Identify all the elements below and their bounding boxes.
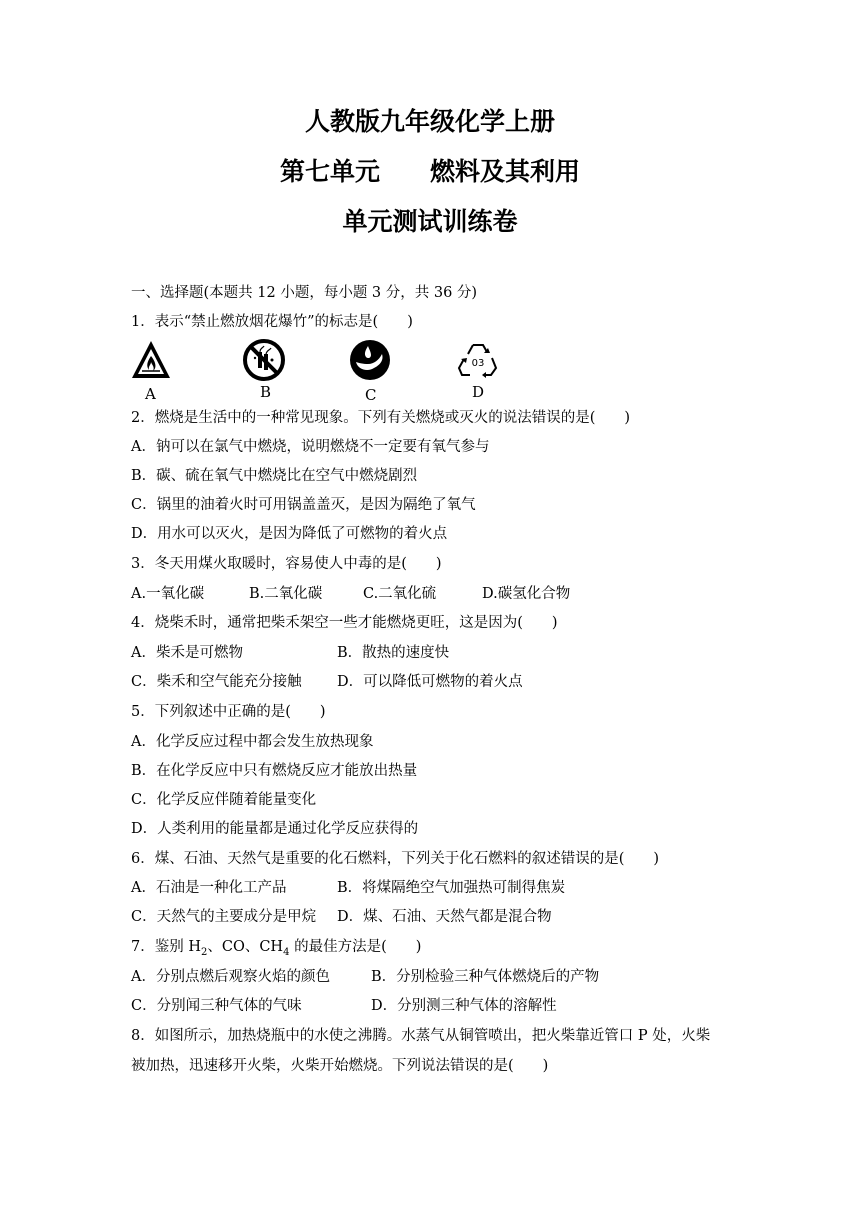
question-6-option-a: A．石油是一种化工产品 xyxy=(131,880,287,896)
question-5-option-b: B．在化学反应中只有燃烧反应才能放出热量 xyxy=(131,763,418,779)
question-8-line-1: 8．如图所示，加热烧瓶中的水使之沸腾。水蒸气从铜管喷出，把火柴靠近管口 P 处，火柴 xyxy=(131,1028,711,1044)
flammable-warning-icon xyxy=(129,338,173,382)
symbol-b xyxy=(242,338,286,386)
question-7-sub-1: 2 xyxy=(200,946,208,958)
doc-title-2: 第七单元 燃料及其利用 xyxy=(279,157,580,186)
question-2-stem: 2．燃烧是生活中的一种常见现象。下列有关燃烧或灭火的说法错误的是( ) xyxy=(131,410,631,426)
question-7-stem-mid: 、CO、CH xyxy=(207,939,284,955)
question-7-row-2 xyxy=(131,996,731,1016)
question-7-option-c: C．分别闻三种气体的气味 xyxy=(131,998,302,1014)
question-3-options xyxy=(131,584,731,604)
symbol-a xyxy=(129,338,173,386)
doc-title-1: 人教版九年级化学上册 xyxy=(304,107,555,136)
question-3-option-b: B.二氧化碳 xyxy=(249,586,323,602)
question-8-line-2: 被加热，迅速移开火柴，火柴开始燃烧。下列说法错误的是( ) xyxy=(131,1058,549,1074)
question-7-stem-pre: 7．鉴别 H xyxy=(131,939,201,955)
question-7-option-d: D．分别测三种气体的溶解性 xyxy=(371,998,557,1014)
section-heading: 一、选择题(本题共 12 小题，每小题 3 分，共 36 分) xyxy=(131,285,478,301)
water-saving-icon xyxy=(348,338,392,382)
question-6-row-2 xyxy=(131,907,731,927)
question-4-option-c: C．柴禾和空气能充分接触 xyxy=(131,674,302,690)
question-3-stem: 3．冬天用煤火取暖时，容易使人中毒的是( ) xyxy=(131,556,442,572)
question-7-stem-post: 的最佳方法是( ) xyxy=(289,939,422,955)
question-2-option-b: B．碳、硫在氧气中燃烧比在空气中燃烧剧烈 xyxy=(131,468,418,484)
symbol-c xyxy=(348,338,392,386)
question-6-option-c: C．天然气的主要成分是甲烷 xyxy=(131,909,317,925)
question-3-option-a: A.一氧化碳 xyxy=(131,586,205,602)
doc-title-3: 单元测试训练卷 xyxy=(342,207,518,236)
question-4-option-a: A．柴禾是可燃物 xyxy=(131,645,243,661)
question-1-stem: 1．表示“禁止燃放烟花爆竹”的标志是( ) xyxy=(131,314,413,330)
recycling-03-icon xyxy=(456,338,500,382)
question-7-option-a: A．分别点燃后观察火焰的颜色 xyxy=(131,969,330,985)
question-2-option-c: C．锅里的油着火时可用锅盖盖灭，是因为隔绝了氧气 xyxy=(131,497,476,513)
symbol-c-label: C xyxy=(365,386,377,404)
symbol-d-label: D xyxy=(472,383,485,401)
question-5-option-a: A．化学反应过程中都会发生放热现象 xyxy=(131,734,374,750)
question-5-option-c: C．化学反应伴随着能量变化 xyxy=(131,792,317,808)
question-6-option-d: D．煤、石油、天然气都是混合物 xyxy=(337,909,552,925)
question-4-row-1 xyxy=(131,643,731,663)
question-5-stem: 5．下列叙述中正确的是( ) xyxy=(131,704,326,720)
question-7-option-b: B．分别检验三种气体燃烧后的产物 xyxy=(371,969,600,985)
no-firecrackers-icon xyxy=(242,338,286,382)
question-7-stem xyxy=(131,937,421,963)
question-3-option-d: D.碳氢化合物 xyxy=(482,586,571,602)
question-4-option-d: D．可以降低可燃物的着火点 xyxy=(337,674,523,690)
symbol-b-label: B xyxy=(260,383,272,401)
question-3-option-c: C.二氧化硫 xyxy=(363,586,437,602)
symbol-d xyxy=(456,338,500,386)
question-4-stem: 4．烧柴禾时，通常把柴禾架空一些才能燃烧更旺，这是因为( ) xyxy=(131,615,558,631)
recycling-code: 03 xyxy=(471,358,485,369)
question-2-option-a: A．钠可以在氯气中燃烧，说明燃烧不一定要有氧气参与 xyxy=(131,439,490,455)
question-6-option-b: B．将煤隔绝空气加强热可制得焦炭 xyxy=(337,880,566,896)
question-6-row-1 xyxy=(131,878,731,898)
question-2-option-d: D．用水可以灭火，是因为降低了可燃物的着火点 xyxy=(131,526,448,542)
question-7-row-1 xyxy=(131,967,731,987)
question-5-option-d: D．人类利用的能量都是通过化学反应获得的 xyxy=(131,821,419,837)
question-6-stem: 6．煤、石油、天然气是重要的化石燃料，下列关于化石燃料的叙述错误的是( ) xyxy=(131,851,660,867)
symbol-a-label: A xyxy=(145,385,156,403)
question-4-row-2 xyxy=(131,672,731,692)
question-7-sub-2: 4 xyxy=(283,946,290,958)
question-4-option-b: B．散热的速度快 xyxy=(337,645,450,661)
